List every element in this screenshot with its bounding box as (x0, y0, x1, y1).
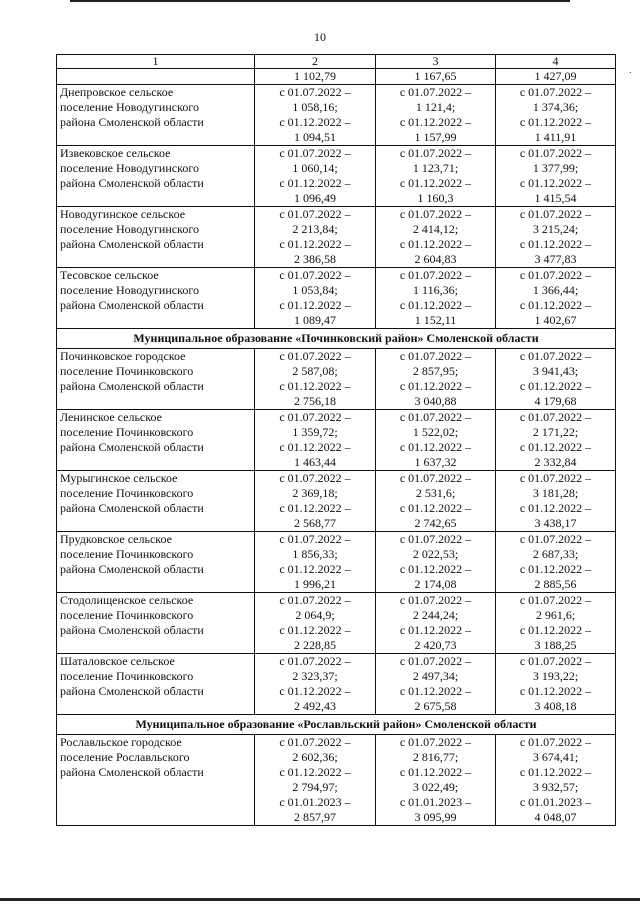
tariff-value-line: 3 438,17 (534, 516, 577, 530)
tariff-value-line: 1 856,33; (292, 547, 338, 561)
effective-date-line: с 01.07.2022 – (279, 207, 351, 221)
settlement-name-line: поселение Рославльского (60, 750, 190, 764)
settlement-name-line: поселение Новодугинского (60, 222, 199, 236)
settlement-name-line: поселение Починковского (60, 425, 194, 439)
scan-top-edge (70, 0, 570, 2)
tariff-value-line: 2 687,33; (532, 547, 579, 561)
effective-date-line: с 01.12.2022 – (399, 501, 472, 515)
effective-date-line: с 01.12.2022 – (519, 765, 592, 779)
settlement-name-cell (57, 532, 255, 593)
value-cell: 1 167,65 (376, 69, 496, 85)
tariff-value-line: 2 531,6; (415, 486, 456, 500)
scan-bottom-edge (0, 898, 640, 901)
effective-date-line: с 01.07.2022 – (279, 654, 351, 668)
page-number: 10 (314, 30, 326, 44)
settlement-name-line: района Смоленской области (60, 176, 204, 190)
tariff-value-line: 2 587,08; (292, 364, 338, 378)
effective-date-line: с 01.12.2022 – (519, 298, 592, 312)
settlement-name-cell (57, 593, 255, 654)
settlement-row (57, 654, 616, 715)
tariff-value-line: 1 402,67 (534, 313, 577, 327)
effective-date-line: с 01.12.2022 – (279, 176, 351, 190)
settlement-row (57, 268, 616, 329)
effective-date-line: с 01.07.2022 – (519, 654, 592, 668)
effective-date-line: с 01.07.2022 – (279, 268, 351, 282)
settlement-name-line: Новодугинское сельское (60, 207, 186, 221)
tariff-value-line: 2 497,34; (412, 669, 459, 683)
tariff-value-line: 1 377,99; (532, 161, 579, 175)
tariff-value-line: 2 756,18 (294, 394, 336, 408)
tariff-value-line: 3 181,28; (532, 486, 579, 500)
effective-date-line: с 01.12.2022 – (279, 765, 351, 779)
tariff-value-line: 1 094,51 (294, 130, 336, 144)
effective-date-line: с 01.12.2022 – (279, 440, 351, 454)
tariff-value-line: 1 089,47 (294, 313, 336, 327)
tariff-cell (496, 207, 616, 268)
scan-margin-mark: · (628, 68, 632, 79)
tariff-value-line: 1 463,44 (294, 455, 336, 469)
column-header: 2 (255, 55, 376, 69)
settlement-name-line: поселение Новодугинского (60, 100, 199, 114)
tariff-value-line: 2 369,18; (292, 486, 338, 500)
tariff-value-line: 3 674,41; (532, 750, 579, 764)
settlement-row (57, 349, 616, 410)
settlement-name-line: района Смоленской области (60, 298, 204, 312)
settlement-name-line: Ленинское сельское (60, 410, 162, 424)
effective-date-line: с 01.07.2022 – (519, 268, 592, 282)
tariff-value-line: 2 492,43 (294, 699, 336, 713)
tariff-value-line: 2 174,08 (414, 577, 457, 591)
tariff-value-line: 4 179,68 (534, 394, 577, 408)
settlement-name-line: поселение Починковского (60, 364, 194, 378)
tariff-table (56, 54, 616, 826)
effective-date-line: с 01.07.2022 – (519, 593, 592, 607)
tariff-cell (376, 593, 496, 654)
tariff-value-line: 1 060,14; (292, 161, 338, 175)
settlement-name-cell (57, 654, 255, 715)
section-row (57, 715, 616, 735)
effective-date-line: с 01.12.2022 – (279, 623, 351, 637)
settlement-name-line: района Смоленской области (60, 623, 204, 637)
effective-date-line: с 01.12.2022 – (519, 237, 592, 251)
tariff-value-line: 3 408,18 (534, 699, 577, 713)
effective-date-line: с 01.12.2022 – (519, 684, 592, 698)
tariff-value-line: 1 096,49 (294, 191, 336, 205)
tariff-cell (376, 207, 496, 268)
effective-date-line: с 01.07.2022 – (519, 735, 592, 749)
tariff-value-line: 1 157,99 (414, 130, 457, 144)
effective-date-line: с 01.07.2022 – (399, 207, 472, 221)
effective-date-line: с 01.07.2022 – (279, 735, 351, 749)
column-header: 3 (376, 55, 496, 69)
settlement-name-line: района Смоленской области (60, 501, 204, 515)
column-number-row (57, 55, 616, 69)
effective-date-line: с 01.12.2022 – (399, 237, 472, 251)
value-cell: 1 427,09 (496, 69, 616, 85)
value-cell: 1 102,79 (255, 69, 376, 85)
effective-date-line: с 01.07.2022 – (399, 268, 472, 282)
tariff-value-line: 2 857,95; (412, 364, 459, 378)
tariff-value-line: 4 048,07 (534, 810, 577, 824)
effective-date-line: с 01.01.2023 – (279, 795, 351, 809)
tariff-value-line: 2 386,58 (294, 252, 336, 266)
tariff-value-line: 3 193,22; (532, 669, 579, 683)
section-row (57, 329, 616, 349)
tariff-value-line: 2 675,58 (414, 699, 457, 713)
effective-date-line: с 01.07.2022 – (399, 593, 472, 607)
tariff-value-line: 2 885,56 (534, 577, 577, 591)
effective-date-line: с 01.07.2022 – (519, 146, 592, 160)
effective-date-line: с 01.12.2022 – (399, 765, 472, 779)
section-title: Муниципальное образование «Рославльский район» Смоленской области (57, 715, 616, 735)
tariff-value-line: 1 152,11 (414, 313, 457, 327)
tariff-value-line: 2 742,65 (414, 516, 457, 530)
tariff-value-line: 1 415,54 (534, 191, 577, 205)
effective-date-line: с 01.07.2022 – (519, 410, 592, 424)
tariff-value-line: 2 420,73 (414, 638, 457, 652)
tariff-value-line: 1 522,02; (412, 425, 459, 439)
settlement-name-line: района Смоленской области (60, 379, 204, 393)
effective-date-line: с 01.07.2022 – (399, 471, 472, 485)
tariff-cell (496, 146, 616, 207)
tariff-value-line: 2 602,36; (292, 750, 338, 764)
effective-date-line: с 01.12.2022 – (279, 298, 351, 312)
tariff-value-line: 2 961,6; (535, 608, 576, 622)
continuation-row (57, 69, 616, 85)
tariff-cell (496, 268, 616, 329)
tariff-cell (255, 349, 376, 410)
settlement-row (57, 532, 616, 593)
effective-date-line: с 01.12.2022 – (399, 562, 472, 576)
tariff-value-line: 1 359,72; (292, 425, 338, 439)
tariff-value-line: 1 411,91 (534, 130, 577, 144)
effective-date-line: с 01.12.2022 – (399, 176, 472, 190)
settlement-name-line: Тесовское сельское (60, 268, 159, 282)
tariff-cell (255, 207, 376, 268)
settlement-row (57, 471, 616, 532)
tariff-value-line: 1 116,36; (413, 283, 458, 297)
settlement-name-line: поселение Починковского (60, 486, 194, 500)
tariff-value-line: 1 374,36; (532, 100, 579, 114)
effective-date-line: с 01.12.2022 – (279, 684, 351, 698)
settlement-row (57, 735, 616, 826)
tariff-value-line: 2 323,37; (292, 669, 338, 683)
effective-date-line: с 01.07.2022 – (519, 85, 592, 99)
effective-date-line: с 01.07.2022 – (519, 471, 592, 485)
effective-date-line: с 01.12.2022 – (399, 684, 472, 698)
tariff-value-line: 2 568,77 (294, 516, 336, 530)
effective-date-line: с 01.12.2022 – (519, 115, 592, 129)
tariff-cell (496, 593, 616, 654)
settlement-row (57, 146, 616, 207)
tariff-cell (376, 471, 496, 532)
effective-date-line: с 01.12.2022 – (279, 562, 351, 576)
tariff-cell (496, 471, 616, 532)
effective-date-line: с 01.07.2022 – (519, 532, 592, 546)
table-body (57, 69, 616, 826)
column-header: 1 (57, 55, 255, 69)
tariff-value-line: 3 932,57; (532, 780, 579, 794)
effective-date-line: с 01.12.2022 – (519, 440, 592, 454)
settlement-row (57, 593, 616, 654)
tariff-cell (376, 410, 496, 471)
tariff-cell (496, 349, 616, 410)
settlement-name-line: Прудковское сельское (60, 532, 172, 546)
settlement-name-line: Мурыгинское сельское (60, 471, 178, 485)
effective-date-line: с 01.12.2022 – (279, 501, 351, 515)
settlement-name-cell (57, 349, 255, 410)
settlement-name-line: района Смоленской области (60, 440, 204, 454)
effective-date-line: с 01.07.2022 – (279, 410, 351, 424)
tariff-cell (255, 410, 376, 471)
effective-date-line: с 01.12.2022 – (519, 623, 592, 637)
tariff-value-line: 1 123,71; (412, 161, 459, 175)
tariff-cell (255, 268, 376, 329)
tariff-cell (255, 593, 376, 654)
settlement-name-line: Днепровское сельское (60, 85, 174, 99)
tariff-value-line: 1 160,3 (417, 191, 454, 205)
effective-date-line: с 01.07.2022 – (399, 146, 472, 160)
tariff-value-line: 2 332,84 (534, 455, 577, 469)
settlement-name-line: поселение Починковского (60, 669, 194, 683)
tariff-value-line: 3 040,88 (414, 394, 457, 408)
effective-date-line: с 01.12.2022 – (399, 379, 472, 393)
effective-date-line: с 01.07.2022 – (279, 349, 351, 363)
section-title: Муниципальное образование «Починковский район» Смоленской области (57, 329, 616, 349)
tariff-cell (376, 349, 496, 410)
effective-date-line: с 01.12.2022 – (399, 298, 472, 312)
effective-date-line: с 01.01.2023 – (399, 795, 472, 809)
tariff-cell (376, 532, 496, 593)
settlement-name-line: Шаталовское сельское (60, 654, 175, 668)
settlement-row (57, 85, 616, 146)
effective-date-line: с 01.01.2023 – (519, 795, 592, 809)
settlement-name-line: Рославльское городское (60, 735, 182, 749)
settlement-name-line: района Смоленской области (60, 765, 204, 779)
settlement-name-cell (57, 268, 255, 329)
tariff-value-line: 1 996,21 (294, 577, 336, 591)
settlement-name-line: района Смоленской области (60, 684, 204, 698)
effective-date-line: с 01.07.2022 – (399, 654, 472, 668)
continuation-name-cell (57, 69, 255, 85)
settlement-name-cell (57, 85, 255, 146)
tariff-cell (496, 410, 616, 471)
effective-date-line: с 01.07.2022 – (279, 593, 351, 607)
tariff-value-line: 2 064,9; (295, 608, 335, 622)
tariff-value-line: 2 228,85 (294, 638, 336, 652)
tariff-value-line: 1 637,32 (414, 455, 457, 469)
effective-date-line: с 01.12.2022 – (279, 237, 351, 251)
tariff-value-line: 2 794,97; (292, 780, 338, 794)
tariff-value-line: 2 171,22; (532, 425, 579, 439)
tariff-value-line: 1 053,84; (292, 283, 338, 297)
tariff-cell (496, 654, 616, 715)
tariff-value-line: 3 215,24; (532, 222, 579, 236)
effective-date-line: с 01.12.2022 – (399, 115, 472, 129)
effective-date-line: с 01.07.2022 – (279, 146, 351, 160)
effective-date-line: с 01.07.2022 – (279, 85, 351, 99)
effective-date-line: с 01.07.2022 – (279, 532, 351, 546)
tariff-value-line: 2 244,24; (412, 608, 459, 622)
effective-date-line: с 01.07.2022 – (519, 349, 592, 363)
effective-date-line: с 01.12.2022 – (519, 501, 592, 515)
settlement-name-line: поселение Новодугинского (60, 161, 199, 175)
settlement-name-cell (57, 410, 255, 471)
tariff-cell (255, 532, 376, 593)
tariff-value-line: 3 022,49; (412, 780, 459, 794)
settlement-name-cell (57, 471, 255, 532)
effective-date-line: с 01.12.2022 – (519, 379, 592, 393)
settlement-name-line: района Смоленской области (60, 562, 204, 576)
effective-date-line: с 01.07.2022 – (399, 85, 472, 99)
tariff-cell (496, 532, 616, 593)
effective-date-line: с 01.07.2022 – (399, 532, 472, 546)
tariff-cell (376, 735, 496, 826)
effective-date-line: с 01.07.2022 – (519, 207, 592, 221)
tariff-cell (255, 85, 376, 146)
tariff-value-line: 2 857,97 (294, 810, 336, 824)
tariff-value-line: 2 213,84; (292, 222, 338, 236)
settlement-name-cell (57, 146, 255, 207)
tariff-cell (255, 654, 376, 715)
effective-date-line: с 01.12.2022 – (519, 562, 592, 576)
tariff-value-line: 3 477,83 (534, 252, 577, 266)
effective-date-line: с 01.07.2022 – (279, 471, 351, 485)
tariff-value-line: 2 414,12; (412, 222, 459, 236)
tariff-cell (496, 85, 616, 146)
tariff-cell (376, 85, 496, 146)
tariff-cell (255, 735, 376, 826)
settlement-name-line: Извековское сельское (60, 146, 171, 160)
settlement-name-line: Стодолищенское сельское (60, 593, 194, 607)
tariff-value-line: 2 604,83 (414, 252, 457, 266)
tariff-value-line: 1 058,16; (292, 100, 338, 114)
tariff-value-line: 1 121,4; (415, 100, 456, 114)
effective-date-line: с 01.12.2022 – (399, 440, 472, 454)
tariff-value-line: 3 095,99 (414, 810, 457, 824)
tariff-value-line: 3 941,43; (532, 364, 579, 378)
settlement-row (57, 410, 616, 471)
tariff-value-line: 1 366,44; (532, 283, 579, 297)
settlement-name-line: Починковское городское (60, 349, 186, 363)
effective-date-line: с 01.12.2022 – (519, 176, 592, 190)
settlement-name-line: поселение Починковского (60, 547, 194, 561)
tariff-value-line: 2 022,53; (412, 547, 459, 561)
effective-date-line: с 01.12.2022 – (279, 115, 351, 129)
settlement-name-line: поселение Починковского (60, 608, 194, 622)
tariff-value-line: 3 188,25 (534, 638, 577, 652)
tariff-cell (376, 654, 496, 715)
effective-date-line: с 01.12.2022 – (279, 379, 351, 393)
tariff-cell (255, 146, 376, 207)
effective-date-line: с 01.07.2022 – (399, 349, 472, 363)
effective-date-line: с 01.12.2022 – (399, 623, 472, 637)
effective-date-line: с 01.07.2022 – (399, 735, 472, 749)
tariff-cell (376, 268, 496, 329)
settlement-name-line: поселение Новодугинского (60, 283, 199, 297)
settlement-name-cell (57, 207, 255, 268)
tariff-cell (496, 735, 616, 826)
settlement-row (57, 207, 616, 268)
tariff-value-line: 2 816,77; (412, 750, 459, 764)
tariff-cell (376, 146, 496, 207)
tariff-cell (255, 471, 376, 532)
settlement-name-line: района Смоленской области (60, 115, 204, 129)
column-header: 4 (496, 55, 616, 69)
settlement-name-line: района Смоленской области (60, 237, 204, 251)
effective-date-line: с 01.07.2022 – (399, 410, 472, 424)
settlement-name-cell (57, 735, 255, 826)
